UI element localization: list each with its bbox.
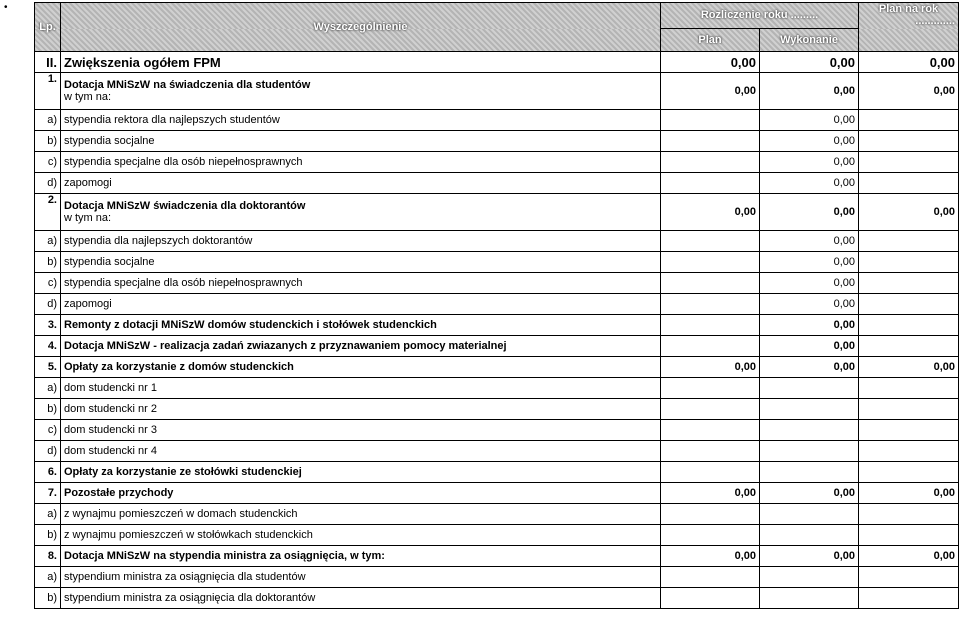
row-lp: 6. [35,462,61,483]
header-plan-na-rok-label: Plan na rok [878,3,939,15]
row-value-v2 [760,441,859,462]
row-description [61,441,661,462]
row-description [61,378,661,399]
row-lp: 1. [35,73,61,110]
row-lp: 8. [35,546,61,567]
row-value-v2: 0,00 [760,546,859,567]
row-lp: b) [35,252,61,273]
row-description [61,52,661,73]
row-value-v1 [661,273,760,294]
row-value-v1 [661,252,760,273]
row-lp: 7. [35,483,61,504]
fpm-table [34,2,959,609]
row-value-v1 [661,462,760,483]
header-rozliczenie: Rozliczenie roku ......... [661,3,859,29]
row-value-v2: 0,00 [760,273,859,294]
header-wykonanie: Wykonanie [760,28,859,51]
row-value-v2: 0,00 [760,73,859,110]
row-lp: 4. [35,336,61,357]
row-value-v1: 0,00 [661,546,760,567]
row-value-v3 [859,504,959,525]
row-lp: a) [35,567,61,588]
row-description [61,315,661,336]
row-value-v2: 0,00 [760,252,859,273]
table-row [35,357,959,378]
row-value-v1: 0,00 [661,483,760,504]
row-value-v1 [661,504,760,525]
table-row [35,504,959,525]
table-row [35,462,959,483]
row-lp: 2. [35,194,61,231]
row-lp: II. [35,52,61,73]
row-description-text: Dotacja MNiSzW świadczenia dla doktorantów [64,200,306,212]
row-description [61,131,661,152]
row-value-v3 [859,315,959,336]
row-description-text: Pozostałe przychody [64,487,174,499]
row-description [61,194,661,231]
row-value-v3: 0,00 [859,357,959,378]
table-row [35,399,959,420]
row-description [61,173,661,194]
row-value-v3: 0,00 [859,483,959,504]
row-value-v3 [859,336,959,357]
row-value-v2: 0,00 [760,294,859,315]
row-description [61,525,661,546]
table-row [35,52,959,73]
table-row [35,315,959,336]
row-description-text: stypendia rektora dla najlepszych studentów [64,114,280,126]
row-value-v2 [760,399,859,420]
row-lp: c) [35,152,61,173]
row-description-text: stypendia socjalne [64,135,155,147]
row-description-text: Opłaty za korzystanie ze stołówki studenckiej [64,466,302,478]
row-description [61,294,661,315]
row-lp: d) [35,294,61,315]
table-row [35,173,959,194]
row-value-v1 [661,152,760,173]
row-description-text: z wynajmu pomieszczeń w domach studenckich [64,508,298,520]
row-value-v3 [859,152,959,173]
row-value-v2: 0,00 [760,483,859,504]
row-description [61,588,661,609]
row-description [61,504,661,525]
row-value-v2: 0,00 [760,336,859,357]
row-description-text: stypendia socjalne [64,256,155,268]
row-value-v3 [859,378,959,399]
row-description [61,483,661,504]
row-value-v1 [661,173,760,194]
row-value-v3 [859,588,959,609]
table-row [35,294,959,315]
row-value-v2: 0,00 [760,231,859,252]
row-description-sub: w tym na: [64,91,112,103]
table-row [35,194,959,231]
row-value-v2: 0,00 [760,194,859,231]
row-value-v3 [859,567,959,588]
row-value-v3 [859,173,959,194]
row-value-v3: 0,00 [859,546,959,567]
row-description-text: z wynajmu pomieszczeń w stołówkach studenckich [64,529,313,541]
row-value-v2: 0,00 [760,131,859,152]
row-value-v3 [859,525,959,546]
row-description-text: dom studencki nr 3 [64,424,157,436]
row-value-v1 [661,110,760,131]
row-description [61,462,661,483]
row-value-v3 [859,294,959,315]
table-row [35,73,959,110]
table-row [35,273,959,294]
row-value-v1 [661,131,760,152]
row-value-v2: 0,00 [760,315,859,336]
header-wyszczegolnienie: Wyszczególnienie [61,3,661,52]
row-value-v1 [661,399,760,420]
row-value-v3: 0,00 [859,73,959,110]
row-lp: a) [35,504,61,525]
table-row [35,110,959,131]
row-description-text: zapomogi [64,298,112,310]
row-lp: d) [35,441,61,462]
row-value-v1 [661,231,760,252]
row-lp: 5. [35,357,61,378]
row-description [61,73,661,110]
row-description [61,399,661,420]
row-description [61,273,661,294]
row-value-v1 [661,588,760,609]
corner-mark: • [4,2,8,13]
row-lp: a) [35,110,61,131]
row-value-v3 [859,252,959,273]
row-description [61,567,661,588]
row-description-text: Zwiększenia ogółem FPM [64,54,221,70]
row-lp: b) [35,131,61,152]
row-value-v1 [661,567,760,588]
table-row [35,420,959,441]
row-description [61,336,661,357]
row-lp: d) [35,173,61,194]
table-row [35,378,959,399]
row-description-text: Dotacja MNiSzW - realizacja zadań zwiazanych z przyznawaniem pomocy materialnej [64,340,507,352]
row-value-v2: 0,00 [760,52,859,73]
row-description-text: stypendium ministra za osiągnięcia dla doktorantów [64,592,316,604]
table-row [35,131,959,152]
row-value-v1: 0,00 [661,73,760,110]
row-value-v1 [661,420,760,441]
row-description-text: stypendia specjalne dla osób niepełnosprawnych [64,156,303,168]
row-description-text: Dotacja MNiSzW na świadczenia dla studentów [64,79,311,91]
row-description [61,252,661,273]
row-description [61,152,661,173]
row-value-v2 [760,462,859,483]
row-description [61,546,661,567]
table-row [35,231,959,252]
row-value-v3 [859,273,959,294]
row-value-v1: 0,00 [661,194,760,231]
row-value-v1: 0,00 [661,52,760,73]
row-description-text: stypendium ministra za osiągnięcia dla studentów [64,571,306,583]
row-description-text: Opłaty za korzystanie z domów studenckich [64,361,294,373]
row-description-sub: w tym na: [64,212,112,224]
row-value-v2 [760,420,859,441]
row-value-v3 [859,420,959,441]
header-plan: Plan [661,28,760,51]
row-description-text: stypendia specjalne dla osób niepełnosprawnych [64,277,303,289]
row-description [61,110,661,131]
row-value-v3 [859,131,959,152]
table-row [35,336,959,357]
header-row-1 [35,3,959,29]
row-value-v3 [859,441,959,462]
row-lp: c) [35,420,61,441]
row-value-v2 [760,588,859,609]
row-lp: b) [35,588,61,609]
table-row [35,588,959,609]
row-description [61,420,661,441]
row-value-v3: 0,00 [859,194,959,231]
row-description-text: zapomogi [64,177,112,189]
row-description-text: Dotacja MNiSzW na stypendia ministra za osiągnięcia, w tym: [64,550,385,562]
row-description-text: dom studencki nr 2 [64,403,157,415]
row-value-v2: 0,00 [760,152,859,173]
row-description [61,357,661,378]
header-plan-na-rok-dots: ............. [915,15,956,27]
row-description-text: Remonty z dotacji MNiSzW domów studenckich i stołówek studenckich [64,319,437,331]
row-value-v3 [859,231,959,252]
row-value-v3: 0,00 [859,52,959,73]
row-lp: c) [35,273,61,294]
table-row [35,567,959,588]
row-value-v1 [661,336,760,357]
table-row [35,152,959,173]
row-value-v3 [859,399,959,420]
row-value-v1 [661,378,760,399]
table-row [35,441,959,462]
table-row [35,525,959,546]
row-description-text: stypendia dla najlepszych doktorantów [64,235,253,247]
row-description [61,231,661,252]
row-value-v1 [661,315,760,336]
row-description-text: dom studencki nr 4 [64,445,157,457]
row-value-v2: 0,00 [760,110,859,131]
row-description-text: dom studencki nr 1 [64,382,157,394]
table-row [35,252,959,273]
row-value-v1 [661,525,760,546]
row-value-v3 [859,462,959,483]
row-value-v2 [760,378,859,399]
row-value-v2 [760,525,859,546]
header-plan-na-rok [859,3,959,52]
row-lp: a) [35,378,61,399]
row-lp: b) [35,399,61,420]
row-value-v1: 0,00 [661,357,760,378]
row-value-v2: 0,00 [760,357,859,378]
table-row [35,546,959,567]
row-value-v2: 0,00 [760,173,859,194]
row-value-v1 [661,441,760,462]
row-lp: 3. [35,315,61,336]
row-lp: b) [35,525,61,546]
header-lp: Lp. [35,3,61,52]
row-value-v2 [760,567,859,588]
row-value-v1 [661,294,760,315]
row-value-v3 [859,110,959,131]
row-lp: a) [35,231,61,252]
row-value-v2 [760,504,859,525]
table-row [35,483,959,504]
